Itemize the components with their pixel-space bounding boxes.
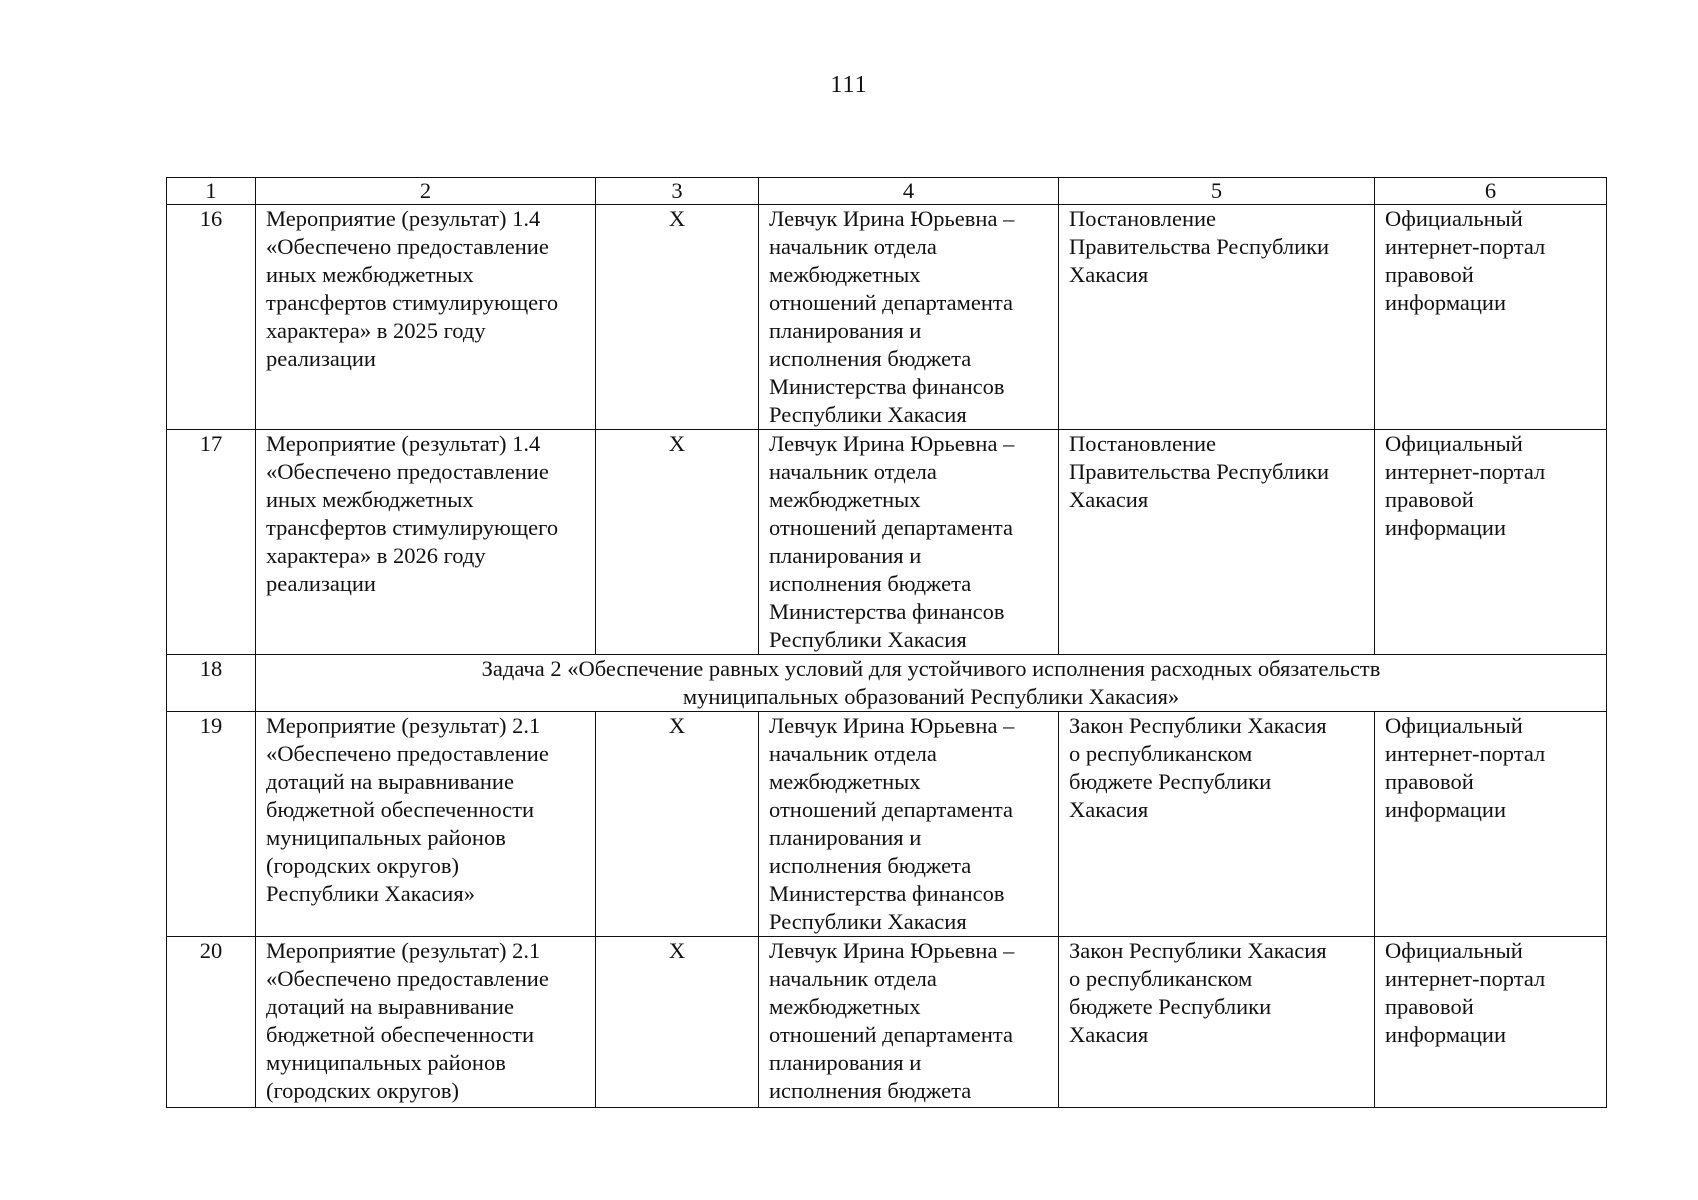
- row-number: 16: [167, 205, 256, 430]
- activity-cell: Мероприятие (результат) 2.1 «Обеспечено предоставление дотаций на выравнивание бюджетной обеспеченности муниципальных районов (городских округов): [256, 937, 596, 1108]
- row-number: 17: [167, 430, 256, 655]
- mark-cell: Х: [596, 430, 759, 655]
- source-cell: Официальный интернет-портал правовой информации: [1375, 937, 1607, 1108]
- row-number: 20: [167, 937, 256, 1108]
- responsible-cell: Левчук Ирина Юрьевна – начальник отдела межбюджетных отношений департамента планирования и исполнения бюджета Министерства финансов Республики Хакасия: [759, 712, 1059, 937]
- header-col-5: 5: [1059, 178, 1375, 205]
- header-col-1: 1: [167, 178, 256, 205]
- activity-cell: Мероприятие (результат) 1.4 «Обеспечено предоставление иных межбюджетных трансфертов стимулирующего характера» в 2026 году реализации: [256, 430, 596, 655]
- mark-cell: Х: [596, 712, 759, 937]
- activity-cell: Мероприятие (результат) 2.1 «Обеспечено предоставление дотаций на выравнивание бюджетной обеспеченности муниципальных районов (городских округов) Республики Хакасия»: [256, 712, 596, 937]
- page-number: 111: [830, 72, 868, 98]
- responsible-cell: Левчук Ирина Юрьевна – начальник отдела межбюджетных отношений департамента планирования и исполнения бюджета Министерства финансов Республики Хакасия: [759, 430, 1059, 655]
- source-cell: Официальный интернет-портал правовой информации: [1375, 205, 1607, 430]
- header-col-6: 6: [1375, 178, 1607, 205]
- source-cell: Официальный интернет-портал правовой информации: [1375, 712, 1607, 937]
- activity-cell: Мероприятие (результат) 1.4 «Обеспечено предоставление иных межбюджетных трансфертов стимулирующего характера» в 2025 году реализации: [256, 205, 596, 430]
- document-cell: Закон Республики Хакасия о республиканском бюджете Республики Хакасия: [1059, 937, 1375, 1108]
- task-row: [167, 655, 1607, 712]
- mark-cell: Х: [596, 205, 759, 430]
- source-cell: Официальный интернет-портал правовой информации: [1375, 430, 1607, 655]
- table-row: [167, 712, 1607, 937]
- table-header-row: [167, 178, 1607, 205]
- table-row: [167, 205, 1607, 430]
- row-number: 18: [167, 655, 256, 712]
- document-cell: Постановление Правительства Республики Хакасия: [1059, 430, 1375, 655]
- mark-cell: Х: [596, 937, 759, 1108]
- responsible-cell: Левчук Ирина Юрьевна – начальник отдела межбюджетных отношений департамента планирования и исполнения бюджета: [759, 937, 1059, 1108]
- document-cell: Постановление Правительства Республики Хакасия: [1059, 205, 1375, 430]
- header-col-2: 2: [256, 178, 596, 205]
- task-heading: Задача 2 «Обеспечение равных условий для устойчивого исполнения расходных обязательств муниципальных образований Республики Хакасия»: [256, 655, 1607, 712]
- activities-table: [166, 177, 1607, 1108]
- row-number: 19: [167, 712, 256, 937]
- table-row: [167, 430, 1607, 655]
- header-col-3: 3: [596, 178, 759, 205]
- table-row: [167, 937, 1607, 1108]
- responsible-cell: Левчук Ирина Юрьевна – начальник отдела межбюджетных отношений департамента планирования и исполнения бюджета Министерства финансов Республики Хакасия: [759, 205, 1059, 430]
- document-cell: Закон Республики Хакасия о республиканском бюджете Республики Хакасия: [1059, 712, 1375, 937]
- header-col-4: 4: [759, 178, 1059, 205]
